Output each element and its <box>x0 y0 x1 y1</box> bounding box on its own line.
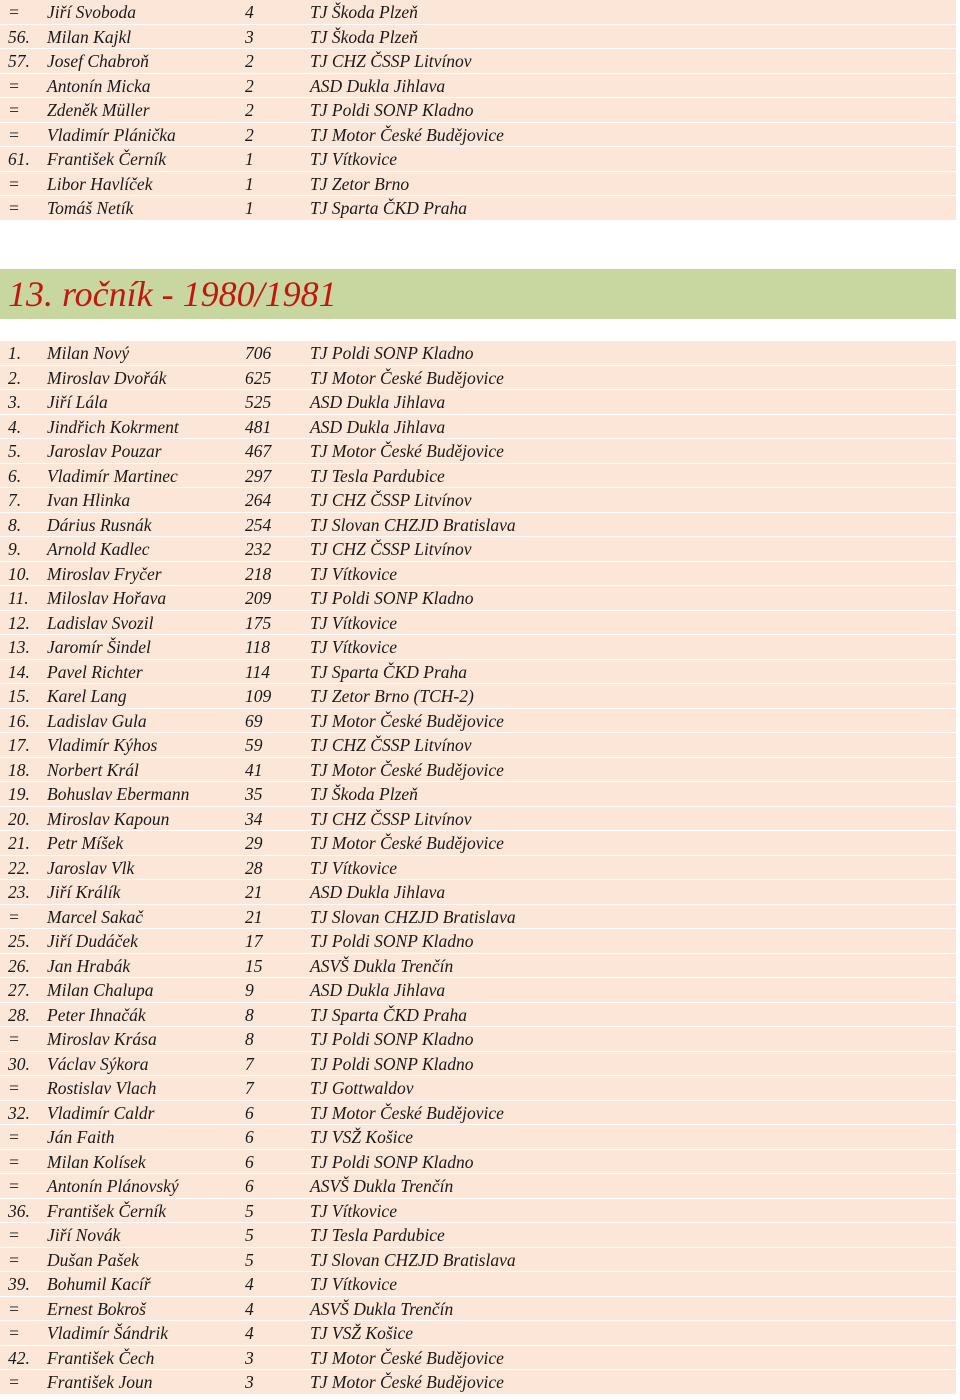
club-name: TJ Vítkovice <box>310 857 397 878</box>
player-name: Jan Hrabák <box>47 955 131 976</box>
table-row <box>0 905 956 930</box>
player-name: Bohuslav Ebermann <box>47 784 190 804</box>
player-name: Miroslav Fryčer <box>47 563 162 584</box>
club-name: TJ Motor České Budějovice <box>310 710 504 731</box>
table-row <box>0 1052 956 1077</box>
club-name: TJ Sparta ČKD Praha <box>310 1004 468 1025</box>
rank-cell: = <box>8 1078 20 1098</box>
points-cell: 109 <box>245 686 272 706</box>
club-name: TJ Vítkovice <box>310 149 397 169</box>
club-name: TJ Poldi SONP Kladno <box>310 1151 474 1172</box>
player-name: Jaroslav Pouzar <box>47 441 162 461</box>
table-row <box>0 1370 956 1395</box>
player-name: Rostislav Vlach <box>47 1078 157 1098</box>
rank-cell: 28. <box>8 1004 30 1025</box>
points-cell: 7 <box>245 1078 254 1098</box>
table-row <box>0 341 956 366</box>
player-name: Ernest Bokroš <box>47 1298 146 1319</box>
points-cell: 59 <box>245 735 263 755</box>
table-row <box>0 684 956 709</box>
points-cell: 17 <box>245 931 263 951</box>
rank-cell: = <box>8 198 20 218</box>
player-name: Josef Chabroň <box>47 51 149 71</box>
club-name: ASVŠ Dukla Trenčín <box>310 1298 454 1319</box>
points-cell: 5 <box>245 1225 254 1245</box>
season-table <box>0 341 956 1395</box>
points-cell: 4 <box>245 1298 254 1319</box>
player-name: Miloslav Hořava <box>47 588 167 608</box>
rank-cell: 17. <box>8 735 30 755</box>
club-name: TJ Poldi SONP Kladno <box>310 343 474 363</box>
table-row <box>0 537 956 562</box>
table-row <box>0 172 956 197</box>
player-name: Jiří Lála <box>47 392 108 412</box>
points-cell: 706 <box>245 343 272 363</box>
rank-cell: = <box>8 173 20 194</box>
club-name: TJ CHZ ČSSP Litvínov <box>310 490 472 510</box>
points-cell: 4 <box>245 1323 254 1343</box>
table-row <box>0 709 956 734</box>
rank-cell: = <box>8 1176 20 1196</box>
club-name: TJ VSŽ Košice <box>310 1323 414 1343</box>
club-name: TJ Motor České Budějovice <box>310 124 504 145</box>
rank-cell: 10. <box>8 563 30 584</box>
points-cell: 6 <box>245 1102 254 1123</box>
points-cell: 114 <box>245 661 270 682</box>
table-row <box>0 1346 956 1371</box>
table-row <box>0 1101 956 1126</box>
club-name: TJ Motor České Budějovice <box>310 1347 504 1368</box>
player-name: Milan Chalupa <box>47 980 154 1000</box>
player-name: Jaroslav Vlk <box>47 857 135 878</box>
points-cell: 3 <box>245 1347 254 1368</box>
points-cell: 35 <box>245 784 263 804</box>
club-name: TJ Motor České Budějovice <box>310 833 504 853</box>
rank-cell: 9. <box>8 539 22 559</box>
rank-cell: 16. <box>8 710 30 731</box>
rank-cell: 12. <box>8 612 30 633</box>
points-cell: 175 <box>245 612 272 633</box>
points-cell: 2 <box>245 51 254 71</box>
player-name: Vladimír Martinec <box>47 465 178 486</box>
club-name: TJ Vítkovice <box>310 563 397 584</box>
player-name: Marcel Sakač <box>47 906 144 927</box>
club-name: TJ Zetor Brno <box>310 173 410 194</box>
rank-cell: 30. <box>8 1053 30 1074</box>
player-name: Jaromír Šindel <box>47 637 151 657</box>
points-cell: 8 <box>245 1004 254 1025</box>
player-name: František Joun <box>47 1372 153 1392</box>
table-row <box>0 1003 956 1028</box>
table-row <box>0 415 956 440</box>
club-name: TJ Škoda Plzeň <box>310 26 418 47</box>
table-row <box>0 831 956 856</box>
club-name: TJ Vítkovice <box>310 637 397 657</box>
club-name: ASD Dukla Jihlava <box>310 882 446 902</box>
rank-cell: 6. <box>8 465 22 486</box>
rank-cell: 2. <box>8 367 22 388</box>
club-name: TJ Slovan CHZJD Bratislava <box>310 906 516 927</box>
rank-cell: 25. <box>8 931 30 951</box>
club-name: TJ Zetor Brno (TCH-2) <box>310 686 474 706</box>
club-name: TJ Motor České Budějovice <box>310 367 504 388</box>
rank-cell: 21. <box>8 833 30 853</box>
table-row <box>0 49 956 74</box>
season-header <box>0 269 956 319</box>
rank-cell: 15. <box>8 686 30 706</box>
player-name: Libor Havlíček <box>47 173 153 194</box>
rank-cell: 56. <box>8 26 30 47</box>
rank-cell: 5. <box>8 441 22 461</box>
points-cell: 3 <box>245 26 254 47</box>
rank-cell: 13. <box>8 637 30 657</box>
player-name: Miroslav Kapoun <box>47 808 170 829</box>
points-cell: 6 <box>245 1127 254 1147</box>
table-row <box>0 439 956 464</box>
rank-cell: = <box>8 1225 20 1245</box>
player-name: Vladimír Šándrik <box>47 1323 169 1343</box>
player-name: Jiří Králík <box>47 882 121 902</box>
club-name: TJ Slovan CHZJD Bratislava <box>310 1249 516 1270</box>
player-name: Zdeněk Müller <box>47 100 150 120</box>
player-name: Jiří Svoboda <box>47 2 136 22</box>
table-row <box>0 147 956 172</box>
table-row <box>0 390 956 415</box>
player-name: Antonín Plánovský <box>47 1176 179 1196</box>
table-row <box>0 1174 956 1199</box>
points-cell: 525 <box>245 392 272 412</box>
rank-cell: 39. <box>8 1274 30 1294</box>
table-row <box>0 978 956 1003</box>
rank-cell: 14. <box>8 661 30 682</box>
rank-cell: 7. <box>8 490 22 510</box>
club-name: TJ Slovan CHZJD Bratislava <box>310 514 516 535</box>
rank-cell: = <box>8 1127 20 1147</box>
rank-cell: = <box>8 75 20 96</box>
rank-cell: 3. <box>8 392 22 412</box>
club-name: ASD Dukla Jihlava <box>310 392 446 412</box>
table-row <box>0 856 956 881</box>
rank-cell: 27. <box>8 980 30 1000</box>
player-name: František Černík <box>47 149 167 169</box>
table-row <box>0 123 956 148</box>
table-row <box>0 196 956 221</box>
club-name: TJ Vítkovice <box>310 1200 397 1221</box>
table-row <box>0 635 956 660</box>
rank-cell: = <box>8 1029 20 1049</box>
player-name: Václav Sýkora <box>47 1053 149 1074</box>
table-row <box>0 513 956 538</box>
club-name: ASVŠ Dukla Trenčín <box>310 1176 454 1196</box>
points-cell: 2 <box>245 100 254 120</box>
player-name: Norbert Král <box>47 759 139 780</box>
club-name: ASVŠ Dukla Trenčín <box>310 955 454 976</box>
points-cell: 15 <box>245 955 263 976</box>
table-row <box>0 1125 956 1150</box>
club-name: TJ Škoda Plzeň <box>310 784 418 804</box>
points-cell: 21 <box>245 906 263 927</box>
table-row <box>0 1150 956 1175</box>
points-cell: 232 <box>245 539 272 559</box>
table-row <box>0 488 956 513</box>
club-name: TJ Poldi SONP Kladno <box>310 1053 474 1074</box>
club-name: ASD Dukla Jihlava <box>310 980 446 1000</box>
table-row <box>0 464 956 489</box>
club-name: TJ VSŽ Košice <box>310 1127 414 1147</box>
club-name: TJ Sparta ČKD Praha <box>310 661 468 682</box>
table-row <box>0 25 956 50</box>
points-cell: 625 <box>245 367 272 388</box>
rank-cell: = <box>8 1151 20 1172</box>
club-name: TJ CHZ ČSSP Litvínov <box>310 539 472 559</box>
points-cell: 9 <box>245 980 254 1000</box>
club-name: TJ Motor České Budějovice <box>310 1102 504 1123</box>
club-name: TJ Poldi SONP Kladno <box>310 100 474 120</box>
rank-cell: 8. <box>8 514 22 535</box>
player-name: Pavel Richter <box>47 661 143 682</box>
player-name: Peter Ihnačák <box>47 1004 146 1025</box>
table-row <box>0 1321 956 1346</box>
points-cell: 3 <box>245 1372 254 1392</box>
player-name: Miroslav Krása <box>47 1029 157 1049</box>
table-row <box>0 733 956 758</box>
club-name: TJ Tesla Pardubice <box>310 465 445 486</box>
points-cell: 481 <box>245 416 272 437</box>
table-row <box>0 807 956 832</box>
points-cell: 5 <box>245 1249 254 1270</box>
points-cell: 28 <box>245 857 263 878</box>
player-name: František Černík <box>47 1200 167 1221</box>
club-name: TJ Vítkovice <box>310 1274 397 1294</box>
table-row <box>0 1223 956 1248</box>
points-cell: 34 <box>245 808 263 829</box>
points-cell: 29 <box>245 833 263 853</box>
player-name: František Čech <box>47 1347 155 1368</box>
points-cell: 1 <box>245 173 254 194</box>
table-row <box>0 1027 956 1052</box>
player-name: Milan Nový <box>47 343 130 363</box>
points-cell: 4 <box>245 1274 254 1294</box>
player-name: Tomáš Netík <box>47 198 134 218</box>
club-name: TJ Poldi SONP Kladno <box>310 588 474 608</box>
rank-cell: = <box>8 906 20 927</box>
points-cell: 7 <box>245 1053 254 1074</box>
points-cell: 8 <box>245 1029 254 1049</box>
season-title: 13. ročník - 1980/1981 <box>8 274 337 314</box>
rank-cell: 36. <box>8 1200 30 1221</box>
table-row <box>0 366 956 391</box>
club-name: TJ Motor České Budějovice <box>310 759 504 780</box>
previous-season-table <box>0 0 956 221</box>
player-name: Milan Kolísek <box>47 1151 146 1172</box>
table-row <box>0 0 956 25</box>
table-row <box>0 74 956 99</box>
player-name: Vladimír Plánička <box>47 124 176 145</box>
rank-cell: 42. <box>8 1347 30 1368</box>
points-cell: 2 <box>245 75 254 96</box>
points-cell: 21 <box>245 882 263 902</box>
rank-cell: 11. <box>8 588 29 608</box>
player-name: Miroslav Dvořák <box>47 367 167 388</box>
club-name: TJ Motor České Budějovice <box>310 441 504 461</box>
rank-cell: = <box>8 1323 20 1343</box>
rank-cell: = <box>8 1298 20 1319</box>
points-cell: 218 <box>245 563 272 584</box>
rank-cell: 22. <box>8 857 30 878</box>
rank-cell: = <box>8 100 20 120</box>
points-cell: 297 <box>245 465 272 486</box>
points-cell: 4 <box>245 2 254 22</box>
points-cell: 1 <box>245 149 254 169</box>
rank-cell: 18. <box>8 759 30 780</box>
player-name: Ján Faith <box>47 1127 115 1147</box>
rank-cell: 61. <box>8 149 30 169</box>
rank-cell: 19. <box>8 784 30 804</box>
rank-cell: = <box>8 1372 20 1392</box>
player-name: Karel Lang <box>47 686 127 706</box>
club-name: TJ Škoda Plzeň <box>310 2 418 22</box>
player-name: Jindřich Kokrment <box>47 416 179 437</box>
table-row <box>0 929 956 954</box>
club-name: TJ Gottwaldov <box>310 1078 414 1098</box>
player-name: Jiří Novák <box>47 1225 121 1245</box>
club-name: TJ CHZ ČSSP Litvínov <box>310 735 472 755</box>
player-name: Bohumil Kacíř <box>47 1274 151 1294</box>
table-row <box>0 758 956 783</box>
club-name: TJ CHZ ČSSP Litvínov <box>310 51 472 71</box>
club-name: TJ CHZ ČSSP Litvínov <box>310 808 472 829</box>
club-name: TJ Vítkovice <box>310 612 397 633</box>
rank-cell: = <box>8 1249 20 1270</box>
club-name: ASD Dukla Jihlava <box>310 75 446 96</box>
player-name: Dušan Pašek <box>47 1249 139 1270</box>
table-row <box>0 782 956 807</box>
player-name: Ladislav Svozil <box>47 612 154 633</box>
rank-cell: 26. <box>8 955 30 976</box>
points-cell: 69 <box>245 710 263 731</box>
player-name: Arnold Kadlec <box>47 539 150 559</box>
player-name: Ivan Hlinka <box>47 490 131 510</box>
points-cell: 1 <box>245 198 254 218</box>
rank-cell: = <box>8 124 20 145</box>
points-cell: 2 <box>245 124 254 145</box>
club-name: TJ Poldi SONP Kladno <box>310 1029 474 1049</box>
player-name: Dárius Rusnák <box>47 514 152 535</box>
table-row <box>0 611 956 636</box>
club-name: ASD Dukla Jihlava <box>310 416 446 437</box>
points-cell: 254 <box>245 514 272 535</box>
table-row <box>0 1248 956 1273</box>
table-row <box>0 880 956 905</box>
points-cell: 41 <box>245 759 263 780</box>
player-name: Milan Kajkl <box>47 26 132 47</box>
player-name: Ladislav Gula <box>47 710 147 731</box>
player-name: Jiří Dudáček <box>47 931 138 951</box>
player-name: Vladimír Caldr <box>47 1102 155 1123</box>
table-row <box>0 98 956 123</box>
table-row <box>0 1297 956 1322</box>
club-name: TJ Poldi SONP Kladno <box>310 931 474 951</box>
player-name: Antonín Micka <box>47 75 151 96</box>
table-row <box>0 1272 956 1297</box>
rank-cell: 23. <box>8 882 30 902</box>
club-name: TJ Sparta ČKD Praha <box>310 198 468 218</box>
player-name: Vladimír Kýhos <box>47 735 158 755</box>
table-row <box>0 586 956 611</box>
points-cell: 264 <box>245 490 272 510</box>
rank-cell: 20. <box>8 808 30 829</box>
player-name: Petr Míšek <box>47 833 124 853</box>
table-row <box>0 954 956 979</box>
rank-cell: 32. <box>8 1102 30 1123</box>
table-row <box>0 1199 956 1224</box>
points-cell: 6 <box>245 1151 254 1172</box>
points-cell: 118 <box>245 637 270 657</box>
points-cell: 209 <box>245 588 272 608</box>
table-row <box>0 562 956 587</box>
rank-cell: 57. <box>8 51 30 71</box>
table-row <box>0 1076 956 1101</box>
points-cell: 467 <box>245 441 272 461</box>
club-name: TJ Tesla Pardubice <box>310 1225 445 1245</box>
table-row <box>0 660 956 685</box>
rank-cell: 4. <box>8 416 22 437</box>
points-cell: 6 <box>245 1176 254 1196</box>
rank-cell: 1. <box>8 343 22 363</box>
points-cell: 5 <box>245 1200 254 1221</box>
club-name: TJ Motor České Budějovice <box>310 1372 504 1392</box>
rank-cell: = <box>8 2 20 22</box>
